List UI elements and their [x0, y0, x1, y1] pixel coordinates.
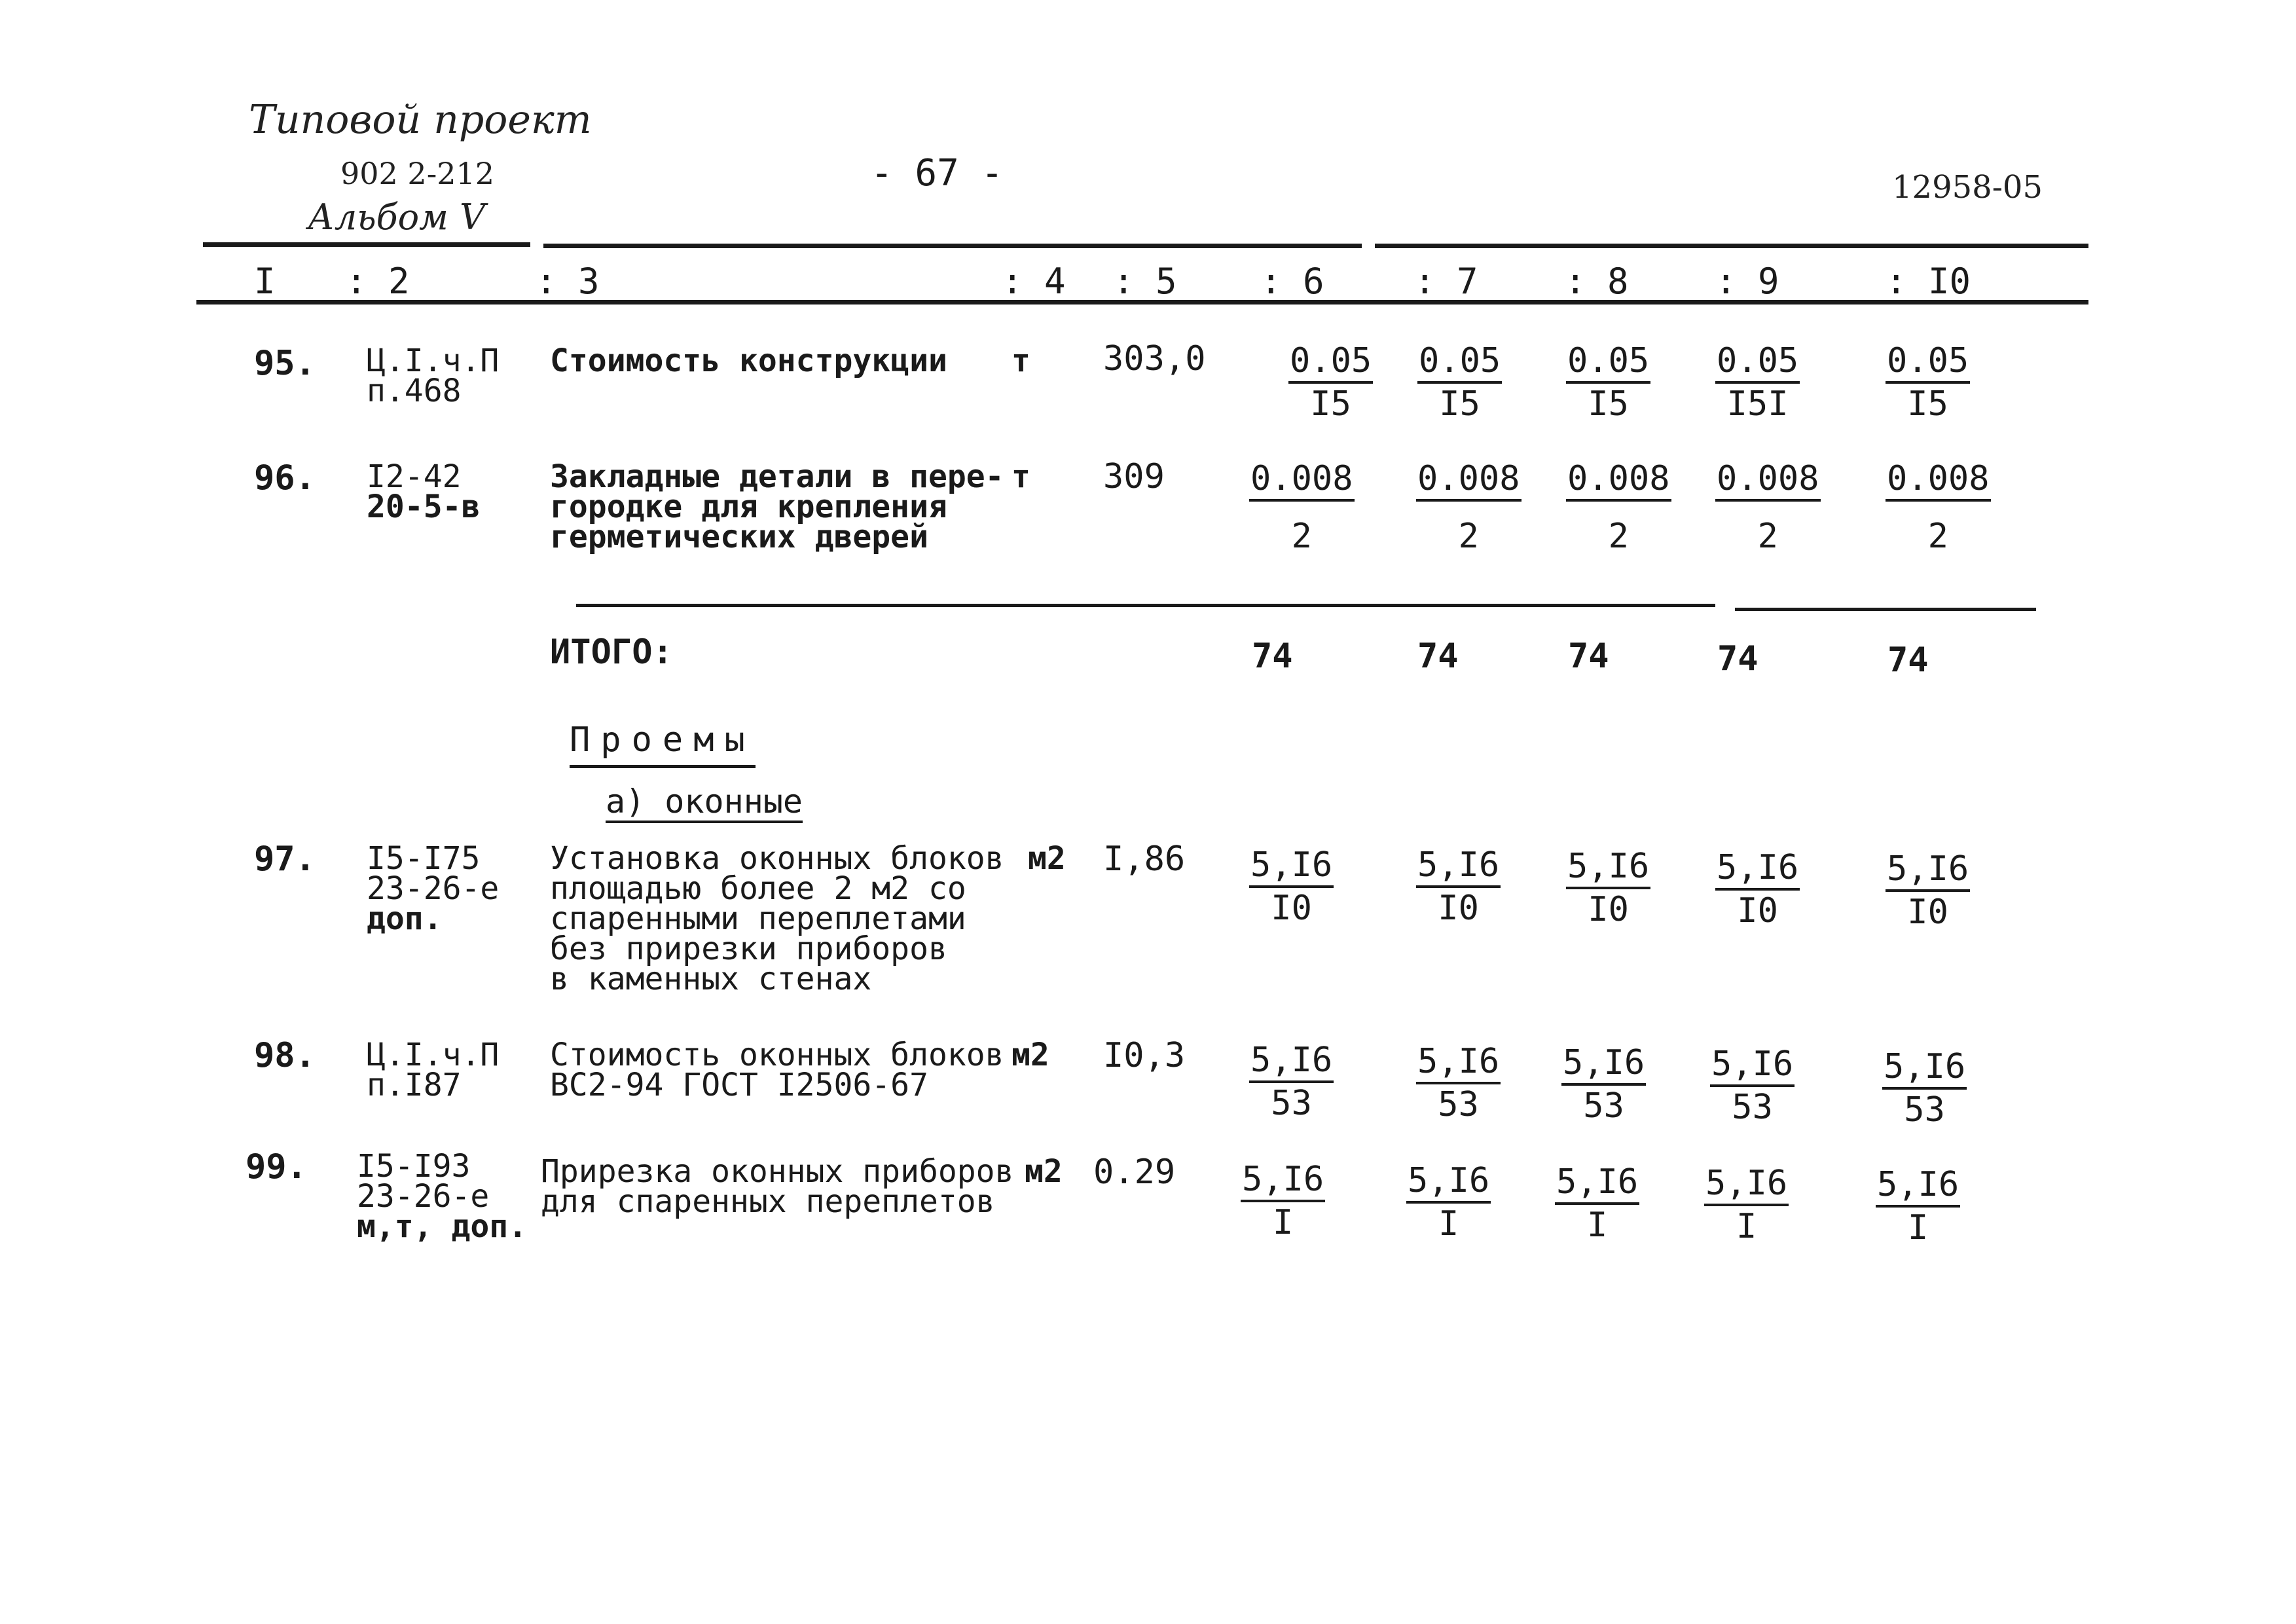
total-col-9: 74 [1717, 639, 1758, 678]
row-95-col-6-numerator: 0.05 [1288, 341, 1373, 384]
row-99-unit: м2 [1025, 1153, 1063, 1190]
row-98-col-9 [1710, 1044, 1795, 1128]
row-97-code-2: 23-26-е [367, 870, 500, 907]
handwritten-project-title: Типовой проект [249, 97, 592, 143]
column-header-6: : 6 [1260, 261, 1324, 302]
handwritten-project-code: 902 2-212 [340, 156, 495, 191]
row-95-col-10-numerator: 0.05 [1886, 341, 1970, 384]
row-96-col-6 [1249, 458, 1355, 557]
row-97-col-10-denominator: I0 [1907, 893, 1948, 932]
total-col-6: 74 [1252, 637, 1293, 676]
row-96-col-9-denominator: 2 [1757, 517, 1778, 556]
row-99-code-2: 23-26-е [357, 1178, 490, 1215]
row-95-col-7-denominator: I5 [1439, 384, 1480, 424]
row-97-col-7 [1416, 845, 1501, 929]
row-95-code-2: п.468 [367, 373, 462, 409]
row-96-col-9-numerator: 0.008 [1715, 458, 1821, 502]
total-col-7: 74 [1417, 637, 1459, 676]
row-99-col-9 [1704, 1163, 1789, 1247]
row-99-col-10-denominator: I [1907, 1208, 1929, 1247]
row-96-name-2: городке для крепления [550, 489, 947, 525]
row-95-col-8-numerator: 0.05 [1566, 341, 1650, 384]
row-98-col-10-denominator: 53 [1904, 1090, 1945, 1130]
row-97-code-1: I5-I75 [367, 840, 481, 877]
row-98-col-9-denominator: 53 [1732, 1088, 1773, 1127]
row-99-code-1: I5-I93 [357, 1148, 471, 1185]
handwritten-album: Альбом V [308, 196, 486, 238]
row-97-col-9-denominator: I0 [1737, 891, 1778, 931]
row-97-col-6-denominator: I0 [1271, 889, 1312, 928]
row-97-col-9 [1715, 847, 1800, 931]
row-97-name-1: Установка оконных блоков [550, 840, 1004, 877]
column-header-1: I [254, 261, 276, 302]
row-95-col-9-denominator: I5I [1726, 384, 1789, 424]
row-99-col-7-numerator: 5,I6 [1406, 1160, 1491, 1204]
row-97-name-2: площадью более 2 м2 со [550, 870, 966, 907]
row-99-col-7-denominator: I [1438, 1204, 1459, 1244]
row-99-col-9-numerator: 5,I6 [1704, 1163, 1789, 1206]
row-96-name-1: Закладные детали в пере- [550, 458, 1004, 495]
row-97-col-9-numerator: 5,I6 [1715, 847, 1800, 891]
row-99-col-9-denominator: I [1736, 1207, 1757, 1246]
row-98-number: 98. [254, 1036, 316, 1075]
row-97-unit: м2 [1028, 840, 1066, 877]
row-99-col-6-numerator: 5,I6 [1241, 1159, 1325, 1202]
row-95-col-7-numerator: 0.05 [1417, 341, 1502, 384]
row-99-qty: 0.29 [1093, 1153, 1176, 1192]
row-97-name-3: спаренными переплетами [550, 900, 966, 937]
row-96-code-1: I2-42 [367, 458, 462, 495]
row-99-col-8 [1555, 1162, 1639, 1246]
row-98-qty: I0,3 [1103, 1036, 1186, 1075]
row-96-col-9 [1715, 458, 1821, 557]
row-95-col-8-denominator: I5 [1588, 384, 1629, 424]
row-98-col-6-numerator: 5,I6 [1249, 1040, 1334, 1083]
row-96-col-8 [1566, 458, 1671, 557]
row-97-qty: I,86 [1103, 840, 1186, 879]
column-header-10: : I0 [1886, 261, 1971, 302]
row-98-col-8 [1561, 1043, 1646, 1126]
row-96-col-8-numerator: 0.008 [1566, 458, 1671, 502]
total-rule-right [1735, 608, 2036, 611]
row-96-qty: 309 [1103, 457, 1165, 496]
row-97-name-5: в каменных стенах [550, 961, 872, 997]
row-99-col-8-denominator: I [1586, 1206, 1608, 1245]
row-96-col-6-denominator: 2 [1291, 517, 1312, 556]
row-96-col-10-numerator: 0.008 [1886, 458, 1991, 502]
row-99-col-6-denominator: I [1272, 1203, 1294, 1242]
row-98-col-10-numerator: 5,I6 [1882, 1046, 1967, 1090]
row-99-number: 99. [246, 1147, 307, 1187]
row-96-col-6-numerator: 0.008 [1249, 458, 1355, 502]
row-99-col-10 [1876, 1164, 1960, 1248]
header-top-rule-left [203, 242, 530, 247]
row-95-qty: 303,0 [1103, 339, 1206, 378]
total-col-8: 74 [1568, 637, 1609, 676]
row-97-col-8-denominator: I0 [1588, 890, 1629, 929]
row-97-col-6-numerator: 5,I6 [1249, 845, 1334, 888]
row-99-col-8-numerator: 5,I6 [1555, 1162, 1639, 1205]
row-99-col-7 [1406, 1160, 1491, 1244]
column-header-9: : 9 [1715, 261, 1779, 302]
total-label: ИТОГО: [550, 633, 673, 672]
column-header-3: : 3 [536, 261, 600, 302]
column-header-2: : 2 [346, 261, 410, 302]
section-subtitle: а) оконные [606, 783, 803, 823]
column-header-4: : 4 [1002, 261, 1066, 302]
row-95-col-7 [1417, 341, 1502, 424]
row-98-col-7-denominator: 53 [1438, 1085, 1479, 1124]
row-98-col-6 [1249, 1040, 1334, 1124]
row-95-number: 95. [254, 344, 316, 383]
handwritten-doc-number: 12958-05 [1892, 169, 2043, 206]
column-header-8: : 8 [1565, 261, 1629, 302]
row-95-col-9-numerator: 0.05 [1715, 341, 1800, 384]
row-98-col-9-numerator: 5,I6 [1710, 1044, 1795, 1087]
row-98-name-1: Стоимость оконных блоков [550, 1037, 1004, 1073]
row-99-name-1: Прирезка оконных приборов [541, 1153, 1014, 1190]
row-98-col-8-numerator: 5,I6 [1561, 1043, 1646, 1086]
row-98-unit: м2 [1011, 1037, 1049, 1073]
row-97-name-4: без прирезки приборов [550, 931, 947, 967]
row-99-col-10-numerator: 5,I6 [1876, 1164, 1960, 1208]
row-96-number: 96. [254, 458, 316, 498]
row-95-col-10 [1886, 341, 1970, 424]
row-98-col-8-denominator: 53 [1583, 1086, 1624, 1126]
row-97-col-8-numerator: 5,I6 [1566, 846, 1650, 889]
row-96-unit: т [1011, 458, 1030, 495]
header-bottom-rule [196, 300, 2088, 304]
column-header-5: : 5 [1113, 261, 1177, 302]
row-95-code-1: Ц.I.ч.П [367, 342, 500, 379]
row-96-col-8-denominator: 2 [1608, 517, 1629, 556]
row-95-col-6 [1288, 341, 1373, 424]
total-rule-left [576, 604, 1715, 607]
row-98-name-2: ВС2-94 ГОСТ I2506-67 [550, 1067, 928, 1103]
row-99-col-6 [1241, 1159, 1325, 1243]
column-header-7: : 7 [1414, 261, 1478, 302]
row-97-col-7-numerator: 5,I6 [1416, 845, 1501, 888]
row-95-unit: т [1011, 342, 1030, 379]
row-97-col-10-numerator: 5,I6 [1886, 849, 1970, 892]
row-97-number: 97. [254, 840, 316, 879]
row-96-col-10-denominator: 2 [1927, 517, 1948, 556]
row-96-code-2: 20-5-в [367, 489, 481, 525]
row-97-col-6 [1249, 845, 1334, 929]
row-96-col-7-numerator: 0.008 [1416, 458, 1522, 502]
row-95-col-8 [1566, 341, 1650, 424]
row-97-col-8 [1566, 846, 1650, 930]
row-96-name-3: герметических дверей [550, 519, 928, 555]
row-95-col-6-denominator: I5 [1310, 384, 1351, 424]
row-98-col-7-numerator: 5,I6 [1416, 1041, 1501, 1084]
total-col-10: 74 [1887, 640, 1929, 680]
row-98-code-1: Ц.I.ч.П [367, 1037, 500, 1073]
row-97-col-10 [1886, 849, 1970, 932]
row-95-col-10-denominator: I5 [1907, 384, 1948, 424]
row-97-code-3: доп. [367, 900, 443, 937]
section-title: Проемы [570, 720, 756, 768]
header-top-rule-right [1375, 244, 2088, 248]
row-98-col-7 [1416, 1041, 1501, 1125]
row-96-col-10 [1886, 458, 1991, 557]
row-98-code-2: п.I87 [367, 1067, 462, 1103]
row-99-code-3: м,т, доп. [357, 1208, 528, 1245]
row-99-name-2: для спаренных переплетов [541, 1183, 995, 1220]
row-96-col-7 [1416, 458, 1522, 557]
row-95-col-9 [1715, 341, 1800, 424]
row-95-name-1: Стоимость конструкции [550, 342, 947, 379]
row-96-col-7-denominator: 2 [1458, 517, 1479, 556]
header-top-rule-mid [543, 244, 1362, 248]
page-number: - 67 - [871, 152, 1004, 194]
row-97-col-7-denominator: I0 [1438, 889, 1479, 928]
row-98-col-10 [1882, 1046, 1967, 1130]
row-98-col-6-denominator: 53 [1271, 1084, 1312, 1123]
